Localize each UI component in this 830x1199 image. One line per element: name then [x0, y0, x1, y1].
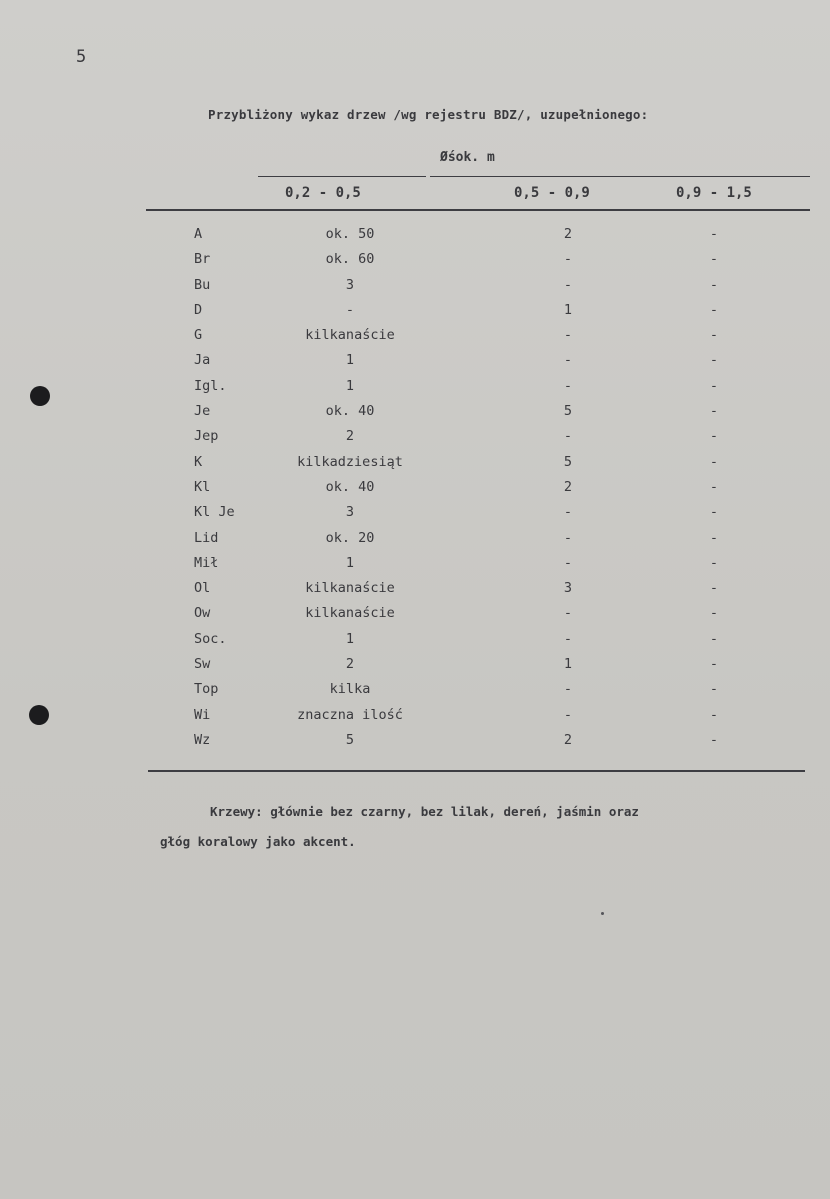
table-row [0, 277, 830, 302]
header-rule [146, 209, 810, 211]
diameter-0-9-1-5-cell: - [709, 251, 719, 268]
diameter-0-2-0-5-cell: 1 [345, 554, 355, 571]
species-cell: Mił [194, 554, 219, 571]
species-cell: Igl. [194, 377, 227, 394]
diameter-0-2-0-5-cell: ok. 60 [325, 251, 375, 268]
table-row [0, 251, 830, 276]
punch-hole-bottom [29, 705, 49, 725]
table-row [0, 605, 830, 630]
diameter-0-9-1-5-cell: - [709, 529, 719, 546]
table-row [0, 530, 830, 555]
diameter-0-5-0-9-cell: 2 [563, 478, 573, 495]
diameter-0-9-1-5-cell: - [709, 656, 719, 673]
diameter-0-5-0-9-cell: - [563, 681, 573, 698]
diameter-0-2-0-5-cell: kilkanaście [305, 605, 395, 622]
shrubs-note [160, 797, 810, 857]
diameter-0-2-0-5-cell: 3 [345, 504, 355, 521]
shrubs-line-1: Krzewy: głównie bez czarny, bez lilak, dereń, jaśmin oraz [210, 804, 639, 819]
table-row [0, 226, 830, 251]
table-row [0, 352, 830, 377]
diameter-0-5-0-9-cell: - [563, 504, 573, 521]
table-row [0, 580, 830, 605]
diameter-0-9-1-5-cell: - [709, 377, 719, 394]
punch-hole-top [30, 386, 50, 406]
diameter-0-5-0-9-cell: 2 [563, 731, 573, 748]
diameter-0-5-0-9-cell: 2 [563, 226, 573, 242]
diameter-0-2-0-5-cell: kilka [329, 681, 371, 698]
diameter-0-2-0-5-cell: 3 [345, 276, 355, 293]
diameter-0-9-1-5-cell: - [709, 478, 719, 495]
diameter-0-2-0-5-cell: 2 [345, 656, 355, 673]
species-cell: A [194, 226, 203, 242]
diameter-0-5-0-9-cell: 3 [563, 580, 573, 597]
diameter-0-9-1-5-cell: - [709, 630, 719, 647]
diameter-0-5-0-9-cell: - [563, 605, 573, 622]
table-row [0, 327, 830, 352]
species-cell: Wi [194, 706, 211, 723]
diameter-0-2-0-5-cell: znaczna ilość [297, 706, 403, 723]
diameter-0-9-1-5-cell: - [709, 706, 719, 723]
diameter-0-5-0-9-cell: - [563, 554, 573, 571]
diameter-0-5-0-9-cell: 5 [563, 403, 573, 420]
table-row [0, 403, 830, 428]
page-heading: Przybliżony wykaz drzew /wg rejestru BDZ/, uzupełnionego: [208, 107, 649, 122]
diameter-0-9-1-5-cell: - [709, 681, 719, 698]
species-cell: G [194, 327, 203, 344]
diameter-0-5-0-9-cell: - [563, 706, 573, 723]
species-cell: K [194, 453, 203, 470]
diameter-0-9-1-5-cell: - [709, 226, 719, 242]
species-cell: Ow [194, 605, 211, 622]
diameter-0-5-0-9-cell: - [563, 377, 573, 394]
page-number: 5 [76, 47, 87, 67]
diameter-0-5-0-9-cell: - [563, 327, 573, 344]
diameter-0-2-0-5-cell: ok. 40 [325, 478, 375, 495]
diameter-0-9-1-5-cell: - [709, 327, 719, 344]
table-row [0, 302, 830, 327]
species-cell: Bu [194, 276, 211, 293]
diameter-0-5-0-9-cell: 5 [563, 453, 573, 470]
species-cell: D [194, 301, 203, 318]
table-row [0, 681, 830, 706]
table-row [0, 479, 830, 504]
diameter-0-5-0-9-cell: 1 [563, 301, 573, 318]
diameter-0-5-0-9-cell: - [563, 428, 573, 445]
table-row [0, 428, 830, 453]
species-cell: Sw [194, 656, 211, 673]
diameter-label: Øśok. m [440, 150, 495, 165]
diameter-0-5-0-9-cell: 1 [563, 656, 573, 673]
diameter-0-9-1-5-cell: - [709, 580, 719, 597]
diameter-0-9-1-5-cell: - [709, 301, 719, 318]
column-header-1: 0,2 - 0,5 [285, 185, 361, 201]
species-cell: Jep [194, 428, 219, 445]
column-header-3: 0,9 - 1,5 [676, 185, 752, 201]
diameter-0-9-1-5-cell: - [709, 403, 719, 420]
diameter-rule-right [430, 176, 810, 177]
species-cell: Ol [194, 580, 211, 597]
diameter-rule-left [258, 176, 426, 177]
diameter-0-2-0-5-cell: 5 [345, 731, 355, 748]
table-row [0, 378, 830, 403]
diameter-0-2-0-5-cell: ok. 50 [325, 226, 375, 242]
table-row [0, 631, 830, 656]
species-cell: Top [194, 681, 219, 698]
diameter-0-2-0-5-cell: 2 [345, 428, 355, 445]
paper-speck [601, 912, 604, 915]
table-row [0, 732, 830, 757]
table-row [0, 707, 830, 732]
diameter-0-5-0-9-cell: - [563, 529, 573, 546]
table-row [0, 656, 830, 681]
diameter-0-5-0-9-cell: - [563, 352, 573, 369]
diameter-0-2-0-5-cell: 1 [345, 352, 355, 369]
diameter-0-2-0-5-cell: ok. 40 [325, 403, 375, 420]
diameter-0-2-0-5-cell: 1 [345, 630, 355, 647]
tree-table [0, 226, 830, 757]
diameter-0-2-0-5-cell: kilkadziesiąt [297, 453, 403, 470]
diameter-0-2-0-5-cell: kilkanaście [305, 580, 395, 597]
diameter-0-9-1-5-cell: - [709, 428, 719, 445]
diameter-0-9-1-5-cell: - [709, 352, 719, 369]
diameter-0-5-0-9-cell: - [563, 276, 573, 293]
diameter-0-9-1-5-cell: - [709, 504, 719, 521]
species-cell: Soc. [194, 630, 227, 647]
species-cell: Br [194, 251, 211, 268]
species-cell: Ja [194, 352, 211, 369]
diameter-0-9-1-5-cell: - [709, 605, 719, 622]
shrubs-line-2: głóg koralowy jako akcent. [160, 834, 356, 849]
diameter-0-9-1-5-cell: - [709, 276, 719, 293]
table-bottom-rule [148, 770, 805, 772]
diameter-0-2-0-5-cell: 1 [345, 377, 355, 394]
diameter-0-2-0-5-cell: kilkanaście [305, 327, 395, 344]
column-header-2: 0,5 - 0,9 [514, 185, 590, 201]
table-row [0, 504, 830, 529]
diameter-0-5-0-9-cell: - [563, 630, 573, 647]
diameter-0-2-0-5-cell: ok. 20 [325, 529, 375, 546]
table-row [0, 555, 830, 580]
species-cell: Kl Je [194, 504, 235, 521]
diameter-0-9-1-5-cell: - [709, 453, 719, 470]
species-cell: Wz [194, 731, 211, 748]
species-cell: Je [194, 403, 211, 420]
species-cell: Kl [194, 478, 211, 495]
diameter-0-2-0-5-cell: - [345, 301, 355, 318]
table-row [0, 454, 830, 479]
diameter-0-9-1-5-cell: - [709, 731, 719, 748]
diameter-0-9-1-5-cell: - [709, 554, 719, 571]
diameter-0-5-0-9-cell: - [563, 251, 573, 268]
species-cell: Lid [194, 529, 219, 546]
